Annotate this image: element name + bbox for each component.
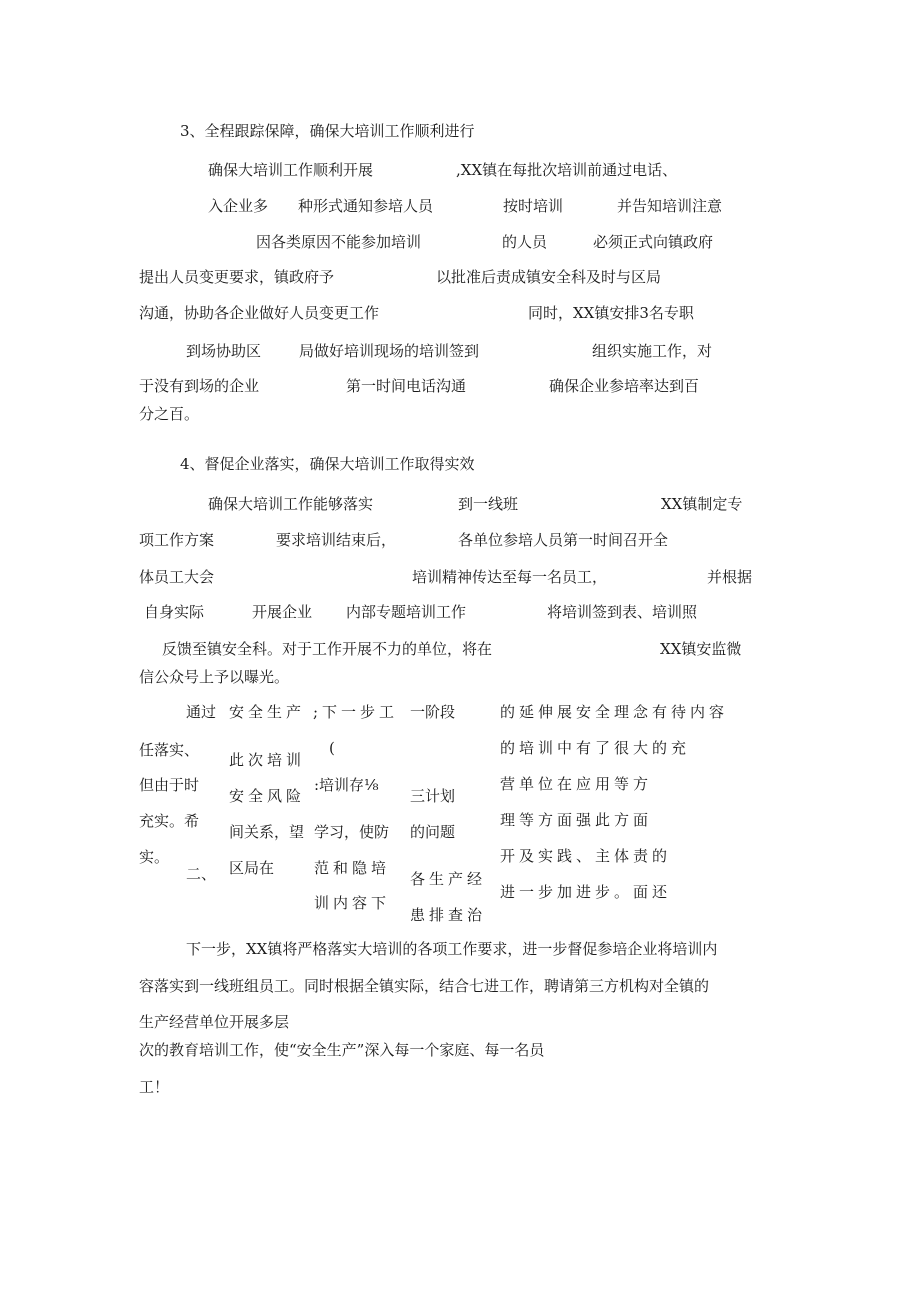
col2-text-2: 此次培训 bbox=[229, 751, 306, 769]
col4-text-4: 各生产经 bbox=[410, 870, 487, 888]
s3-line6-a: 到场协助区 bbox=[186, 342, 262, 360]
s4-line4-c: 内部专题培训工作 bbox=[346, 603, 467, 621]
col2-text-1: 安全生产 bbox=[229, 703, 306, 721]
col5-text-5: 开及实践、主体责的 bbox=[500, 847, 672, 865]
s3-line7-c: 确保企业参培率达到百 bbox=[549, 377, 700, 395]
col1-text-2: 任落实、 bbox=[139, 741, 200, 759]
s3-line2-a: 入企业多 bbox=[208, 197, 269, 215]
col4-text-3: 的问题 bbox=[410, 823, 456, 841]
s4-line1-b: 到一线班 bbox=[458, 495, 519, 513]
s4-line1-a: 确保大培训工作能够落实 bbox=[208, 495, 374, 513]
col3-text-5: 范和隐培 bbox=[314, 859, 391, 877]
s4-line4-d: 将培训签到表、培训照 bbox=[547, 603, 698, 621]
closing-line-3: 生产经营单位开展多层 bbox=[139, 1013, 290, 1031]
s4-line2-a: 项工作方案 bbox=[139, 531, 215, 549]
s4-line1-c: XX镇制定专 bbox=[661, 495, 743, 513]
col3-text-1: ;下一步工 bbox=[313, 703, 399, 721]
s3-line8: 分之百。 bbox=[139, 405, 200, 423]
closing-line-5: 工！ bbox=[139, 1078, 170, 1096]
s3-line3-b: 的人员 bbox=[502, 233, 548, 251]
col5-text-2: 的培训中有了很大的充 bbox=[500, 739, 691, 757]
col5-text-3: 营单位在应用等方 bbox=[500, 775, 653, 793]
section4-heading: 4、督促企业落实，确保大培训工作取得实效 bbox=[180, 455, 475, 473]
s3-line7-b: 第一时间电话沟通 bbox=[346, 377, 467, 395]
closing-line-2: 容落实到一线班组员工。同时根据全镇实际，结合七进工作，聘请第三方机构对全镇的 bbox=[139, 977, 710, 995]
s4-line3-a: 体员工大会 bbox=[139, 568, 215, 586]
s4-line4-b: 开展企业 bbox=[252, 603, 313, 621]
s3-line7-a: 于没有到场的企业 bbox=[139, 377, 260, 395]
col1-text-1: 通过 bbox=[186, 703, 217, 721]
col3-text-6: 训内容下 bbox=[314, 894, 391, 912]
s4-line5-a: 反馈至镇安全科。对于工作开展不力的单位，将在 bbox=[162, 640, 493, 658]
s4-line2-c: 各单位参培人员第一时间召开全 bbox=[458, 531, 669, 549]
s3-line4-b: 以批准后责成镇安全科及时与区局 bbox=[436, 268, 662, 286]
col2-text-5: 区局在 bbox=[229, 859, 275, 877]
s4-line3-b: 培训精神传达至每一名员工， bbox=[412, 568, 608, 586]
col1-text-3: 但由于时 bbox=[139, 776, 200, 794]
col1-text-4: 充实。希 bbox=[139, 812, 200, 830]
col2-text-3: 安全风险 bbox=[229, 787, 306, 805]
s3-line2-d: 并告知培训注意 bbox=[617, 197, 723, 215]
col5-text-6: 进一步加进步。面还 bbox=[500, 883, 672, 901]
col4-text-2: 三计划 bbox=[410, 787, 456, 805]
s3-line6-b: 局做好培训现场的培训签到 bbox=[299, 342, 480, 360]
col1-text-6: 二、 bbox=[186, 865, 217, 883]
col3-text-4: 学习，使防 bbox=[314, 823, 390, 841]
s3-line6-c: 组织实施工作，对 bbox=[592, 342, 713, 360]
s4-line5-b: XX镇安监微 bbox=[660, 640, 742, 658]
s3-line1-a: 确保大培训工作顺利开展 bbox=[208, 161, 374, 179]
col1-text-5: 实。 bbox=[139, 848, 170, 866]
col5-text-4: 理等方面强此方面 bbox=[500, 811, 653, 829]
s4-line6: 信公众号上予以曝光。 bbox=[139, 668, 290, 686]
s3-line4-a: 提出人员变更要求，镇政府予 bbox=[139, 268, 335, 286]
s3-line3-a: 因各类原因不能参加培训 bbox=[256, 233, 422, 251]
col3-text-3: :培训存⅛ bbox=[314, 776, 379, 794]
closing-line-1: 下一步，XX镇将严格落实大培训的各项工作要求，进一步督促参培企业将培训内 bbox=[186, 940, 718, 958]
closing-line-4: 次的教育培训工作，使“安全生产”深入每一个家庭、每一名员 bbox=[139, 1041, 545, 1059]
s4-line3-c: 并根据 bbox=[707, 568, 753, 586]
s4-line2-b: 要求培训结束后， bbox=[276, 531, 397, 549]
section3-heading: 3、全程跟踪保障，确保大培训工作顺利进行 bbox=[180, 122, 475, 140]
col5-text-1: 的延伸展安全理念有待内容 bbox=[500, 703, 729, 721]
s3-line1-b: ,XX镇在每批次培训前通过电话、 bbox=[456, 161, 678, 179]
s3-line2-b: 种形式通知参培人员 bbox=[298, 197, 434, 215]
col4-text-5: 患排查治 bbox=[410, 906, 487, 924]
s3-line5-a: 沟通，协助各企业做好人员变更工作 bbox=[139, 304, 380, 322]
col4-text-1: 一阶段 bbox=[410, 703, 456, 721]
s3-line3-c: 必须正式向镇政府 bbox=[593, 233, 714, 251]
col2-text-4: 间关系，望 bbox=[229, 823, 305, 841]
s4-line4-a: 自身实际 bbox=[144, 603, 205, 621]
col3-text-2: ( bbox=[329, 739, 335, 757]
s3-line5-b: 同时，XX镇安排3名专职 bbox=[528, 304, 694, 322]
s3-line2-c: 按时培训 bbox=[503, 197, 564, 215]
